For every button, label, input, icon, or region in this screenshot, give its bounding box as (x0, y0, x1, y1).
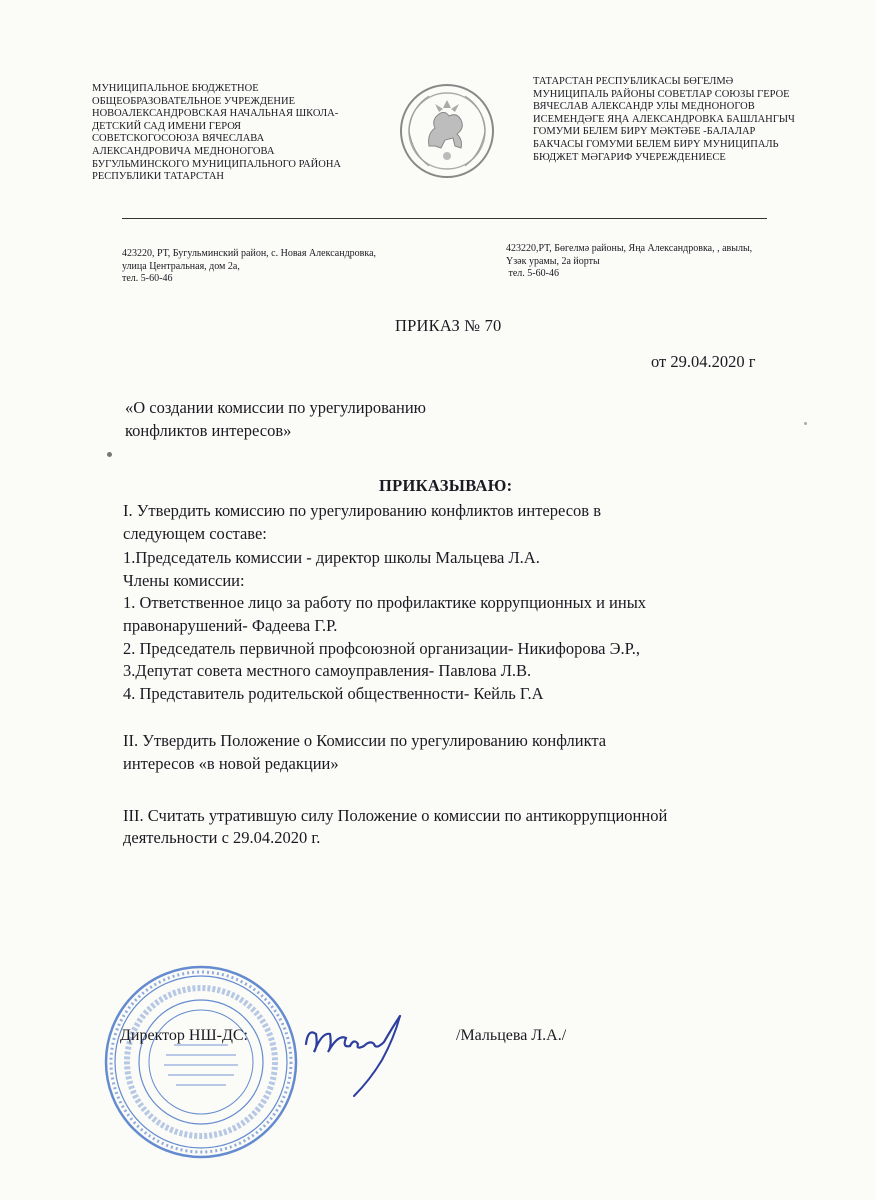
section-3-line: деятельности с 29.04.2020 г. (123, 828, 321, 848)
header-right-line: ВЯЧЕСЛАВ АЛЕКСАНДР УЛЫ МЕДНОНОГОВ (533, 101, 755, 113)
address-left (122, 248, 442, 286)
header-left-line: ДЕТСКИЙ САД ИМЕНИ ГЕРОЯ (92, 120, 242, 132)
order-body (123, 500, 823, 850)
scan-speck (804, 422, 807, 425)
member-3: 3.Депутат совета местного самоуправления- Павлова Л.В. (123, 661, 532, 681)
signature-label: Директор НШ-ДС: (120, 1027, 248, 1044)
header-right-line: ТАТАРСТАН РЕСПУБЛИКАСЫ БӨГЕЛМӘ (533, 76, 734, 87)
tatarstan-emblem-icon (399, 82, 495, 180)
member-2: 2. Председатель первичной профсоюзной организации- Никифорова Э.Р., (123, 638, 640, 658)
address-line: тел. 5-60-46 (506, 268, 559, 279)
header-left-line: ОБЩЕОБРАЗОВАТЕЛЬНОЕ УЧРЕЖДЕНИЕ (92, 95, 296, 107)
header-divider (122, 218, 767, 219)
signatory-name: /Мальцева Л.А./ (456, 1027, 567, 1044)
address-line: улица Центральная, дом 2а, (122, 260, 240, 272)
section-3-line: III. Считать утратившую силу Положение о комиссии по антикоррупционной (123, 805, 668, 825)
address-right (506, 243, 826, 281)
official-seal-icon (102, 963, 300, 1161)
header-left-line: МУНИЦИПАЛЬНОЕ БЮДЖЕТНОЕ (92, 83, 259, 94)
subject-line: «О создании комиссии по урегулированию (125, 398, 427, 417)
header-right-org-name (533, 76, 833, 164)
header-right-line: ИСЕМЕНДӘГЕ ЯҢА АЛЕКСАНДРОВКА БАШЛАНГЫЧ (533, 113, 795, 125)
subject-line: конфликтов интересов» (125, 421, 292, 440)
header-right-line: МУНИЦИПАЛЬ РАЙОНЫ СОВЕТЛАР СОЮЗЫ ГЕРОЕ (533, 88, 790, 100)
section-1-line: I. Утвердить комиссию по урегулированию конфликтов интересов в (123, 501, 602, 520)
chair-line: 1.Председатель комиссии - директор школы Мальцева Л.А. (123, 548, 540, 568)
order-date: от 29.04.2020 г (651, 352, 756, 371)
header-left-line: СОВЕТСКОГОСОЮЗА ВЯЧЕСЛАВА (92, 133, 265, 145)
member-1-line: 1. Ответственное лицо за работу по профилактике коррупционных и иных (123, 593, 647, 613)
section-2-line: II. Утвердить Положение о Комиссии по урегулированию конфликта (123, 731, 607, 751)
header-left-line: БУГУЛЬМИНСКОГО МУНИЦИПАЛЬНОГО РАЙОНА (92, 158, 342, 170)
address-line: 423220,РТ, Бөгелмә районы, Яңа Александровка, , авылы, (506, 243, 753, 254)
address-line: Үзәк урамы, 2а йорты (506, 255, 600, 267)
order-title: ПРИКАЗ № 70 (395, 316, 502, 335)
header-right-line: ГОМУМИ БЕЛЕМ БИРҮ МӘКТӘБЕ -БАЛАЛАР (533, 126, 756, 138)
member-4: 4. Представитель родительской общественности- Кейль Г.А (123, 683, 544, 703)
address-line: 423220, РТ, Бугульминский район, с. Новая Александровка, (122, 248, 377, 259)
scan-speck (107, 452, 112, 457)
header-left-line: РЕСПУБЛИКИ ТАТАРСТАН (92, 171, 225, 183)
handwritten-signature-icon (298, 1004, 418, 1104)
header-right-line: БЮДЖЕТ МӘГАРИФ УЧЕРЕЖДЕНИЕСЕ (533, 151, 726, 163)
header-left-line: АЛЕКСАНДРОВИЧА МЕДНОНОГОВА (92, 145, 275, 157)
header-left-org-name (92, 83, 382, 184)
address-line: тел. 5-60-46 (122, 273, 173, 284)
header-right-line: БАКЧАСЫ ГОМУМИ БЕЛЕМ БИРҮ МУНИЦИПАЛЬ (533, 138, 779, 150)
header-left-line: НОВОАЛЕКСАНДРОВСКАЯ НАЧАЛЬНАЯ ШКОЛА- (92, 108, 339, 120)
decree-heading: ПРИКАЗЫВАЮ: (379, 476, 513, 495)
members-label: Члены комиссии: (123, 570, 245, 590)
member-1-line: правонарушений- Фадеева Г.Р. (123, 615, 338, 635)
section-1-line: следующем составе: (123, 523, 267, 543)
section-2-line: интересов «в новой редакции» (123, 753, 339, 773)
order-subject (125, 396, 426, 442)
